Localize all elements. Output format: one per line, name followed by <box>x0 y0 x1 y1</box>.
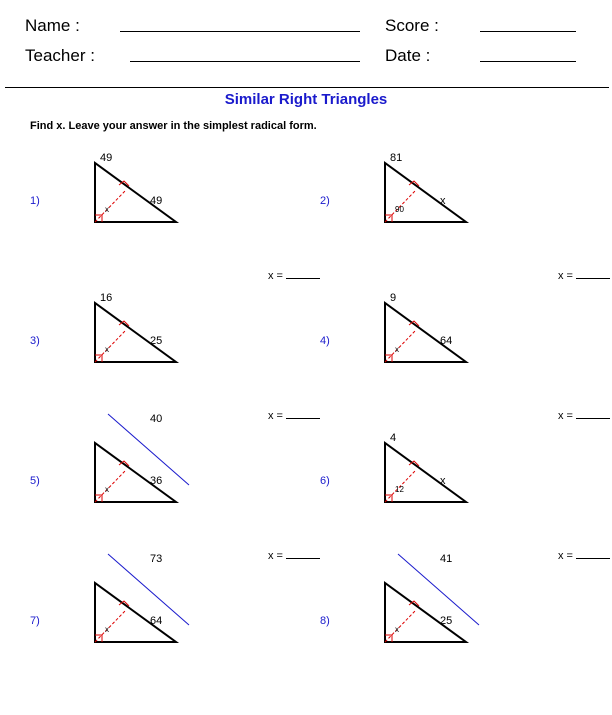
hypotenuse-segment-label: 64 <box>150 615 163 627</box>
date-label: Date : <box>385 46 431 65</box>
top-segment-label: 81 <box>390 152 403 164</box>
hypotenuse-segment-label: 36 <box>150 475 163 487</box>
name-label: Name : <box>25 16 80 35</box>
hypotenuse-segment-label: 64 <box>440 335 453 347</box>
problem-number: 2) <box>320 195 330 207</box>
right-triangle-figure <box>88 413 228 515</box>
answer-label: x = <box>557 270 576 282</box>
problem-1 <box>30 152 320 295</box>
problem-number: 8) <box>320 615 330 627</box>
right-triangle-figure <box>88 152 228 235</box>
altitude-label: x <box>395 625 399 634</box>
problem-3 <box>30 292 320 435</box>
answer-label: x = <box>267 550 286 562</box>
answer-blank[interactable] <box>286 268 320 279</box>
altitude-label: 12 <box>395 485 404 494</box>
hypotenuse-segment-label: x <box>440 195 446 207</box>
answer-label: x = <box>557 410 576 422</box>
answer-line <box>558 408 610 422</box>
top-segment-label: 4 <box>390 432 397 444</box>
date-field[interactable] <box>480 61 576 62</box>
right-triangle-figure <box>378 553 518 655</box>
right-triangle-figure <box>378 432 518 515</box>
page-title: Similar Right Triangles <box>224 91 388 108</box>
score-field[interactable] <box>480 31 576 32</box>
hypotenuse-segment-label: 49 <box>150 195 163 207</box>
hypotenuse-segment-label: 25 <box>150 335 163 347</box>
altitude-label: x <box>105 485 109 494</box>
instructions: Find x. Leave your answer in the simplest radical form. <box>30 120 317 132</box>
answer-blank[interactable] <box>286 548 320 559</box>
right-triangle-figure <box>378 292 518 375</box>
top-segment-label: 16 <box>100 292 113 304</box>
answer-line <box>558 268 610 282</box>
outer-segment-label: 41 <box>440 553 453 565</box>
problem-7 <box>30 553 320 715</box>
answer-blank[interactable] <box>576 408 610 419</box>
problem-5 <box>30 413 320 575</box>
problem-number: 7) <box>30 615 40 627</box>
problem-number: 6) <box>320 475 330 487</box>
problem-number: 3) <box>30 335 40 347</box>
problem-number: 5) <box>30 475 40 487</box>
score-label: Score : <box>385 16 439 35</box>
answer-line <box>558 548 610 562</box>
top-segment-label: 49 <box>100 152 113 164</box>
problem-number: 4) <box>320 335 330 347</box>
hypotenuse-segment-label: 25 <box>440 615 453 627</box>
answer-label: x = <box>267 410 286 422</box>
answer-line <box>268 548 320 562</box>
teacher-label: Teacher : <box>25 46 95 65</box>
outer-segment-label: 73 <box>150 553 163 565</box>
altitude-label: x <box>105 345 109 354</box>
answer-label: x = <box>557 550 576 562</box>
problem-6 <box>320 432 610 575</box>
answer-blank[interactable] <box>286 408 320 419</box>
right-triangle-figure <box>88 553 228 655</box>
altitude-label: 90 <box>395 205 404 214</box>
teacher-field[interactable] <box>130 61 360 62</box>
answer-line <box>268 408 320 422</box>
answer-blank[interactable] <box>576 268 610 279</box>
altitude-label: x <box>395 345 399 354</box>
altitude-label: x <box>105 205 109 214</box>
header-divider <box>5 87 609 88</box>
right-triangle-figure <box>88 292 228 375</box>
answer-blank[interactable] <box>576 548 610 559</box>
problem-number: 1) <box>30 195 40 207</box>
problem-4 <box>320 292 610 435</box>
name-field[interactable] <box>120 31 360 32</box>
problem-2 <box>320 152 610 295</box>
right-triangle-figure <box>378 152 518 235</box>
problem-8 <box>320 553 610 715</box>
outer-segment-label: 40 <box>150 413 163 425</box>
answer-line <box>268 268 320 282</box>
answer-label: x = <box>267 270 286 282</box>
top-segment-label: 9 <box>390 292 397 304</box>
altitude-label: x <box>105 625 109 634</box>
hypotenuse-segment-label: x <box>440 475 446 487</box>
